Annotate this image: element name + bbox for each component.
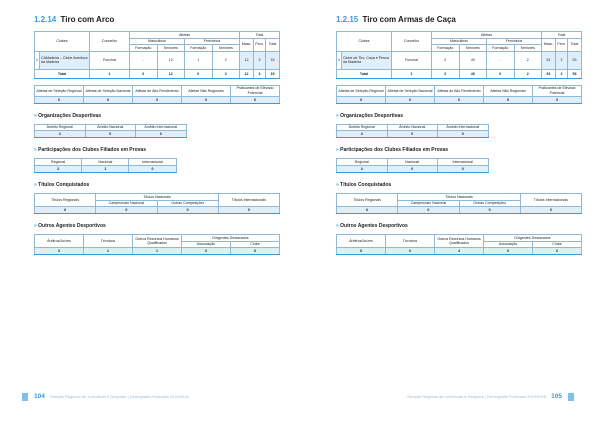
- subheading-label: Organizações Desportivas: [340, 112, 403, 119]
- titles-table: [336, 193, 582, 214]
- table-row: [337, 207, 582, 214]
- value-cell: 0: [435, 96, 484, 103]
- total-label: Total: [337, 69, 392, 78]
- table-row: [35, 131, 187, 138]
- athletes-table: [34, 85, 280, 104]
- subheading-label: Participações dos Clubes Filiados em Provas: [38, 147, 146, 154]
- page-marker: [568, 393, 574, 401]
- cell-fem: 3: [254, 51, 266, 69]
- page-marker: [22, 393, 28, 401]
- value-cell: 4: [337, 165, 388, 172]
- header-clube: Clube: [533, 241, 582, 248]
- value-cell: 0: [35, 248, 84, 255]
- subheading-part: [336, 146, 582, 154]
- subheading-label: Participações dos Clubes Filiados em Provas: [340, 147, 448, 154]
- table-row: [35, 248, 280, 255]
- page-footer: [407, 392, 566, 402]
- value-cell: 0: [533, 248, 582, 255]
- cell-tot: 15: [266, 51, 280, 69]
- org-table: [336, 124, 489, 139]
- subheading-part: [34, 146, 280, 154]
- header-titulos-internacionais: Títulos Internacionais: [218, 193, 279, 206]
- value-cell: 1: [133, 248, 182, 255]
- total-masc: 12: [240, 69, 254, 78]
- row-index: 1: [337, 51, 342, 69]
- table-row: [337, 51, 582, 69]
- header-femininos: Femininos: [487, 38, 542, 45]
- total-row: [35, 69, 280, 78]
- value-cell: 0: [484, 248, 533, 255]
- value-cell: 1: [84, 248, 133, 255]
- value-cell: 0: [386, 248, 435, 255]
- page-number: 104: [34, 393, 45, 400]
- cell-fem: 2: [556, 51, 568, 69]
- header-clubes: Clubes: [35, 32, 90, 52]
- arrow-icon: »: [336, 223, 339, 230]
- header-seniores-f: Seniores: [212, 45, 240, 52]
- right-content: [336, 14, 582, 255]
- cell-mf: -: [130, 51, 158, 69]
- header-alto-rendimento: Atletas de Alto Rendimento: [133, 85, 182, 96]
- cell-fs: 2: [212, 51, 240, 69]
- section-title: [336, 14, 582, 26]
- header-atletas: Atletas: [432, 32, 542, 39]
- header-fem: Fem.: [556, 38, 568, 51]
- header-titulos-nacionais: Títulos Nacionais: [96, 193, 219, 200]
- value-cell: 0: [136, 131, 187, 138]
- cell-ff: -: [487, 51, 515, 69]
- left-content: [34, 14, 280, 255]
- header-formacao-m: Formação: [432, 45, 460, 52]
- subheading-org: [336, 112, 582, 120]
- arrow-icon: »: [336, 112, 339, 119]
- page-footer: [30, 392, 189, 402]
- value-cell: 0: [218, 207, 279, 214]
- header-concelho: Concelho: [90, 32, 130, 52]
- value-cell: 6: [35, 207, 96, 214]
- club-name: Clube de Tiro, Caça e Pesca da Madeira: [342, 51, 392, 69]
- subheading-label: Outros Agentes Desportivos: [38, 223, 106, 230]
- subheading-titulos: [336, 181, 582, 189]
- header-formacao-m: Formação: [130, 45, 158, 52]
- value-cell: 0: [133, 96, 182, 103]
- value-cell: 0: [459, 207, 520, 214]
- header-masculinos: Masculinos: [432, 38, 487, 45]
- section-number: 1.2.15: [336, 15, 359, 24]
- subheading-agentes: [336, 222, 582, 230]
- participation-table: [336, 158, 489, 173]
- club-concelho: Funchal: [90, 51, 130, 69]
- header-nao-regionais: Atletas Não Regionais: [182, 85, 231, 96]
- header-regional: Regional: [337, 159, 388, 166]
- total-label: Total: [35, 69, 90, 78]
- athletes-table: [336, 85, 582, 104]
- header-seniores-m: Seniores: [459, 45, 487, 52]
- header-elevado-potencial: Praticantes de Elevado Potencial: [231, 85, 280, 96]
- header-total: Total: [542, 32, 582, 39]
- header-masculinos: Masculinos: [130, 38, 185, 45]
- value-cell: 0: [231, 96, 280, 103]
- header-seniores-m: Seniores: [157, 45, 185, 52]
- table-row: [35, 165, 177, 172]
- header-nao-regionais: Atletas Não Regionais: [484, 85, 533, 96]
- arrow-icon: »: [34, 112, 37, 119]
- header-clubes: Clubes: [337, 32, 392, 52]
- arrow-icon: »: [34, 181, 37, 188]
- header-formacao-f: Formação: [487, 45, 515, 52]
- header-dirigentes: Dirigentes Destacados: [484, 235, 582, 242]
- header-tot: Total: [266, 38, 280, 51]
- header-tecnicos: Técnicos: [84, 235, 133, 248]
- value-cell: 0: [387, 165, 438, 172]
- club-name: CAMadeira – Clube Aventura da Madeira: [40, 51, 90, 69]
- section-title: [34, 14, 280, 26]
- value-cell: 0: [182, 248, 231, 255]
- value-cell: 0: [387, 131, 438, 138]
- header-total: Total: [240, 32, 280, 39]
- header-outras-competicoes: Outras Competições: [459, 200, 520, 207]
- header-alto-rendimento: Atletas de Alto Rendimento: [435, 85, 484, 96]
- titles-table: [34, 193, 280, 214]
- cell-masc: 12: [240, 51, 254, 69]
- header-seniores-f: Seniores: [514, 45, 542, 52]
- value-cell: 0: [398, 207, 459, 214]
- header-arbitros: Árbitros/Juízes: [337, 235, 386, 248]
- value-cell: 0: [337, 248, 386, 255]
- total-ff: 0: [185, 69, 213, 78]
- header-associacao: Associação: [484, 241, 533, 248]
- header-selecao-regional: Atletas de Seleção Regional: [337, 85, 386, 96]
- value-cell: 0: [231, 248, 280, 255]
- total-concelho: 1: [90, 69, 130, 78]
- agents-table: [336, 234, 582, 255]
- section-name: Tiro com Armas de Caça: [362, 15, 456, 24]
- table-row: [337, 248, 582, 255]
- agents-table: [34, 234, 280, 255]
- table-row: [35, 96, 280, 103]
- arrow-icon: »: [336, 181, 339, 188]
- value-cell: 2: [35, 131, 86, 138]
- header-arbitros: Árbitros/Juízes: [35, 235, 84, 248]
- header-formacao-f: Formação: [185, 45, 213, 52]
- header-associacao: Associação: [182, 241, 231, 248]
- value-cell: 1: [82, 165, 129, 172]
- table-row: [35, 51, 280, 69]
- cell-masc: 51: [542, 51, 556, 69]
- subheading-titulos: [34, 181, 280, 189]
- header-titulos-internacionais: Títulos Internacionais: [520, 193, 581, 206]
- header-ambito-internacional: Âmbito Internacional: [438, 124, 489, 131]
- section-number: 1.2.14: [34, 15, 57, 24]
- value-cell: 0: [182, 96, 231, 103]
- row-index: 1: [35, 51, 40, 69]
- total-ff: 0: [487, 69, 515, 78]
- subheading-label: Outros Agentes Desportivos: [340, 223, 408, 230]
- total-tot: 15: [266, 69, 280, 78]
- subheading-label: Organizações Desportivas: [38, 112, 101, 119]
- footer-text: Direção Regional de Juventude e Desporto | Demografia Federada 2015/2016: [407, 394, 547, 399]
- header-nacional: Nacional: [82, 159, 129, 166]
- value-cell: 2: [35, 165, 82, 172]
- header-recursos: Outros Recursos Humanos Qualificados: [133, 235, 182, 248]
- value-cell: 0: [438, 165, 489, 172]
- table-row: [337, 131, 489, 138]
- total-fem: 3: [254, 69, 266, 78]
- cell-ms: 49: [459, 51, 487, 69]
- clubs-table: [34, 31, 280, 79]
- header-campeonato-nacional: Campeonato Nacional: [398, 200, 459, 207]
- cell-ms: 12: [157, 51, 185, 69]
- arrow-icon: »: [34, 223, 37, 230]
- subheading-agentes: [34, 222, 280, 230]
- total-ms: 12: [157, 69, 185, 78]
- header-masc: Masc.: [542, 38, 556, 51]
- subheading-org: [34, 112, 280, 120]
- right-page: [300, 0, 600, 424]
- value-cell: 4: [435, 248, 484, 255]
- participation-table: [34, 158, 177, 173]
- subheading-label: Títulos Conquistados: [340, 181, 392, 188]
- value-cell: 0: [157, 207, 218, 214]
- total-tot: 53: [568, 69, 582, 78]
- arrow-icon: »: [34, 147, 37, 154]
- total-masc: 51: [542, 69, 556, 78]
- value-cell: 0: [386, 96, 435, 103]
- total-fem: 2: [556, 69, 568, 78]
- total-concelho: 1: [392, 69, 432, 78]
- value-cell: 0: [129, 165, 176, 172]
- header-clube: Clube: [231, 241, 280, 248]
- header-atletas: Atletas: [130, 32, 240, 39]
- header-internacional: Internacional: [438, 159, 489, 166]
- value-cell: 0: [533, 96, 582, 103]
- header-femininos: Femininos: [185, 38, 240, 45]
- header-ambito-internacional: Âmbito Internacional: [136, 124, 187, 131]
- cell-fs: 2: [514, 51, 542, 69]
- total-mf: 2: [432, 69, 460, 78]
- header-selecao-nacional: Atletas de Seleção Nacional: [84, 85, 133, 96]
- cell-mf: 2: [432, 51, 460, 69]
- table-row: [337, 96, 582, 103]
- header-titulos-nacionais: Títulos Nacionais: [398, 193, 521, 200]
- header-internacional: Internacional: [129, 159, 176, 166]
- cell-tot: 53: [568, 51, 582, 69]
- header-tot: Total: [568, 38, 582, 51]
- section-name: Tiro com Arco: [60, 15, 115, 24]
- header-dirigentes: Dirigentes Destacados: [182, 235, 280, 242]
- header-campeonato-nacional: Campeonato Nacional: [96, 200, 157, 207]
- value-cell: 0: [520, 207, 581, 214]
- total-row: [337, 69, 582, 78]
- header-elevado-potencial: Praticantes de Elevado Potencial: [533, 85, 582, 96]
- header-selecao-regional: Atletas de Seleção Regional: [35, 85, 84, 96]
- club-concelho: Funchal: [392, 51, 432, 69]
- header-recursos: Outros Recursos Humanos Qualificados: [435, 235, 484, 248]
- total-fs: 2: [514, 69, 542, 78]
- header-ambito-regional: Âmbito Regional: [35, 124, 86, 131]
- header-titulos-regionais: Títulos Regionais: [337, 193, 398, 206]
- page-number: 105: [551, 393, 562, 400]
- org-table: [34, 124, 187, 139]
- value-cell: 6: [337, 207, 398, 214]
- subheading-label: Títulos Conquistados: [38, 181, 90, 188]
- header-regional: Regional: [35, 159, 82, 166]
- header-masc: Masc.: [240, 38, 254, 51]
- value-cell: 0: [96, 207, 157, 214]
- footer-text: Direção Regional de Juventude e Desporto | Demografia Federada 2015/2016: [49, 394, 189, 399]
- header-outras-competicoes: Outras Competições: [157, 200, 218, 207]
- cell-ff: 1: [185, 51, 213, 69]
- header-selecao-nacional: Atletas de Seleção Nacional: [386, 85, 435, 96]
- clubs-table: [336, 31, 582, 79]
- table-row: [337, 165, 489, 172]
- value-cell: 0: [438, 131, 489, 138]
- total-ms: 49: [459, 69, 487, 78]
- header-nacional: Nacional: [387, 159, 438, 166]
- header-ambito-nacional: Âmbito Nacional: [85, 124, 136, 131]
- value-cell: 0: [337, 96, 386, 103]
- header-tecnicos: Técnicos: [386, 235, 435, 248]
- header-concelho: Concelho: [392, 32, 432, 52]
- header-ambito-nacional: Âmbito Nacional: [387, 124, 438, 131]
- table-row: [35, 207, 280, 214]
- value-cell: 4: [337, 131, 388, 138]
- header-titulos-regionais: Títulos Regionais: [35, 193, 96, 206]
- total-fs: 2: [212, 69, 240, 78]
- value-cell: 0: [35, 96, 84, 103]
- value-cell: 0: [84, 96, 133, 103]
- arrow-icon: »: [336, 147, 339, 154]
- value-cell: 0: [85, 131, 136, 138]
- total-mf: 0: [130, 69, 158, 78]
- header-fem: Fem.: [254, 38, 266, 51]
- value-cell: 5: [484, 96, 533, 103]
- header-ambito-regional: Âmbito Regional: [337, 124, 388, 131]
